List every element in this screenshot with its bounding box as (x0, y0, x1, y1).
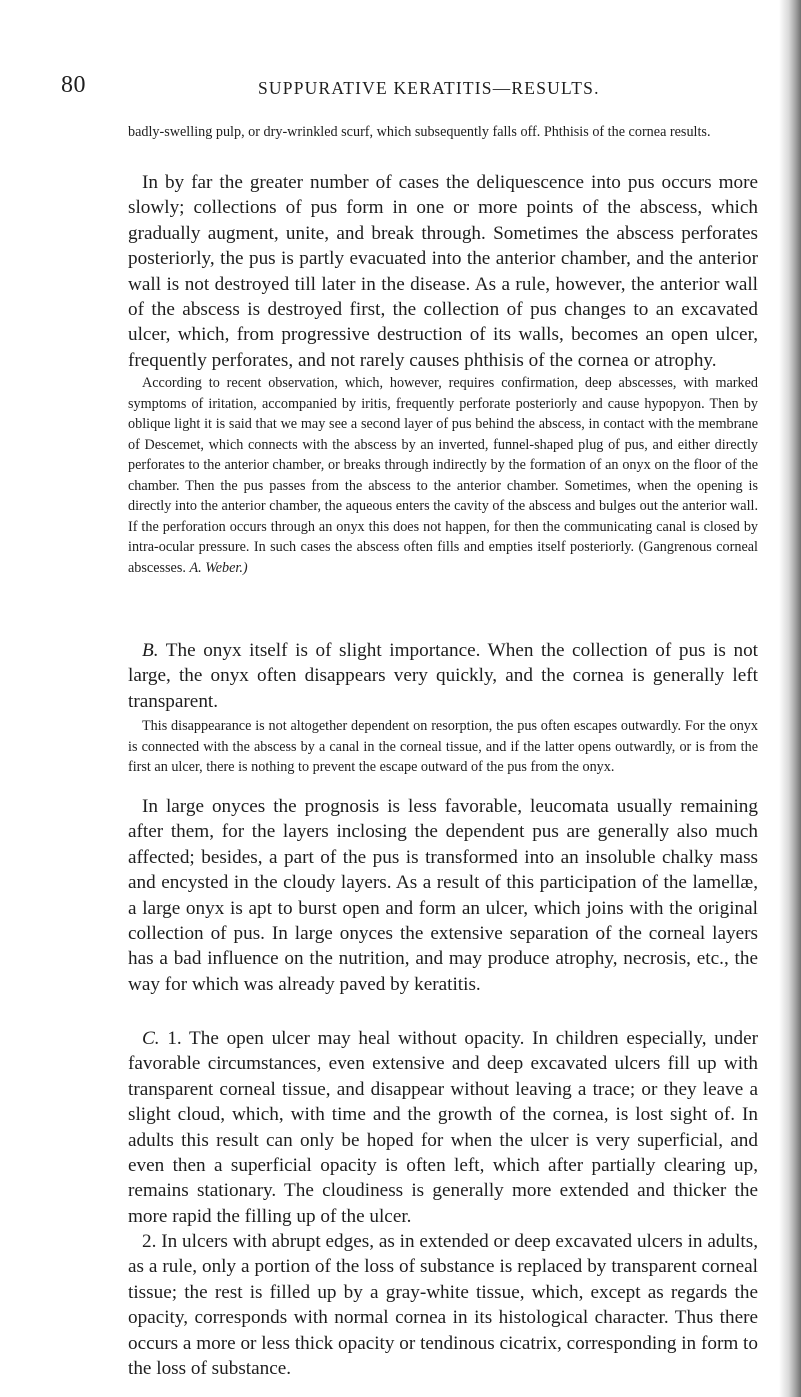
paragraph-continuation: badly-swelling pulp, or dry-wrinkled scurf, which subsequently falls off. Phthisis of the cornea results. (128, 124, 711, 140)
section-b-paragraph (128, 638, 758, 714)
section-c-item-1 (128, 1026, 758, 1229)
note-deep-abscesses (128, 373, 758, 578)
citation-weber: A. Weber.) (189, 559, 248, 576)
section-c-item-1-text: 1. The open ulcer may heal without opacity. In children especially, under favorable circumstances, even extensive and deep excavated ulcers fill up with transparent corneal tissue, and disappear without leaving a trace; or they leave a slight cloud, which, with time and the growth of the cornea, is lost sight of. In adults this result can only be hoped for when the ulcer is very superficial, and even then a superficial opacity is often left, which after partially clearing up, remains stationary. The cloudiness is generally more extended and thicker the more rapid the filling up of the ulcer. (128, 1028, 758, 1227)
page-number: 80 (61, 72, 86, 98)
section-c-label: C. (142, 1028, 160, 1049)
note-deep-abscesses-text: According to recent observation, which, however, requires confirmation, deep abscesses, with marked symptoms of iritation, accompanied by iritis, frequently perforate posteriorly and cause hypopyon. Then by oblique light it is said that we may see a second layer of pus behind the abscess, in contact with the membrane of Descemet, which connects with the abscess by an inverted, funnel-shaped plug of pus, and either directly perforates to the anterior chamber, or breaks through indirectly by the formation of an onyx on the floor of the chamber. Then the pus passes from the abscess to the anterior chamber. Sometimes, when the opening is directly into the anterior chamber, the aqueous enters the cavity of the abscess and bulges out the anterior wall. If the perforation occurs through an onyx this does not happen, for then the communicating canal is closed by intra-ocular pressure. In such cases the abscess often fills and empties itself posteriorly. (Gangrenous corneal abscesses. (128, 375, 758, 576)
note-disappearance: This disappearance is not altogether dependent on resorption, the pus often escapes outwardly. For the onyx is connected with the abscess by a canal in the corneal tissue, and if the latter opens outwardly, or is from the first an ulcer, there is nothing to prevent the escape outward of the pus from the onyx. (128, 718, 758, 775)
paragraph-large-onyces: In large onyces the prognosis is less favorable, leucomata usually remaining after them, for the layers inclosing the dependent pus are generally also much affected; besides, a part of the pus is transformed into an insoluble chalky mass and encysted in the cloudy layers. As a result of this participation of the lamellæ, a large onyx is apt to burst open and form an ulcer, which joins with the original collection of pus. In large onyces the extensive separation of the corneal layers has a bad influence on the nutrition, and may produce atrophy, necrosis, etc., the way for which was already paved by keratitis. (128, 796, 758, 995)
section-b-label: B. (142, 640, 159, 661)
page-edge-shadow (779, 0, 801, 1397)
section-c-item-2: 2. In ulcers with abrupt edges, as in extended or deep excavated ulcers in adults, as a rule, only a portion of the loss of substance is replaced by transparent corneal tissue; the rest is filled up by a gray-white tissue, which, except as regards the opacity, corresponds with normal cornea in its histological character. Thus there occurs a more or less thick opacity or tendinous cicatrix, corresponding in form to the loss of substance. (128, 1231, 758, 1380)
paragraph-deliquescence: In by far the greater number of cases the deliquescence into pus occurs more slowly; collections of pus form in one or more points of the abscess, which gradually augment, unite, and break through. Sometimes the abscess perforates posteriorly, the pus is partly evacuated into the anterior chamber, and the anterior wall is not destroyed till later in the disease. As a rule, however, the anterior wall of the abscess is destroyed first, the collection of pus changes to an excavated ulcer, which, from progressive destruction of its walls, becomes an open ulcer, frequently perforates, and not rarely causes phthisis of the cornea or atrophy. (128, 172, 758, 371)
section-b-text: The onyx itself is of slight importance. When the collection of pus is not large, the onyx often disappears very quickly, and the cornea is generally left transparent. (128, 640, 759, 712)
running-title: SUPPURATIVE KERATITIS—RESULTS. (258, 78, 600, 98)
